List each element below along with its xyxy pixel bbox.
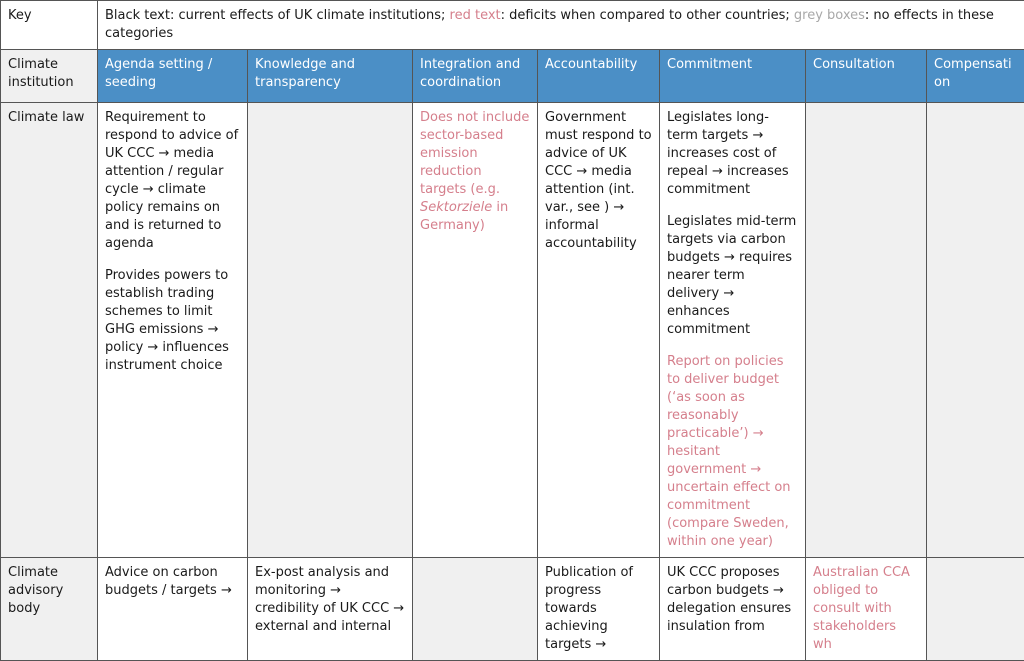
cell-climate-law-accountability: Government must respond to advice of UK CCC → media attention (int. var., see ) → informal accountability	[538, 103, 660, 558]
header-consultation: Consultation	[806, 50, 927, 103]
cell-climate-law-consultation-empty	[806, 103, 927, 558]
header-compensation: Compensation	[927, 50, 1024, 103]
key-description	[98, 1, 1024, 50]
cell-climate-law-knowledge-empty	[248, 103, 413, 558]
cell-paragraph: Legislates mid-term targets via carbon budgets → requires nearer term delivery → enhances commitment	[667, 213, 798, 339]
cell-advisory-consultation: Australian CCA obliged to consult with stakeholders wh	[806, 558, 927, 661]
key-grey-desc: : no effects in these categories	[105, 8, 994, 41]
cell-paragraph: Requirement to respond to advice of UK CCC → media attention / regular cycle → climate policy remains on and is returned to agenda	[105, 109, 240, 253]
row-climate-law	[1, 103, 1024, 558]
header-knowledge-transparency: Knowledge and transparency	[248, 50, 413, 103]
header-commitment: Commitment	[660, 50, 806, 103]
header-row	[1, 50, 1024, 103]
cell-paragraph: Legislates long-term targets → increases cost of repeal → increases commitment	[667, 109, 798, 199]
key-row	[1, 1, 1024, 50]
row-climate-advisory-body	[1, 558, 1024, 661]
cell-paragraph: Provides powers to establish trading schemes to limit GHG emissions → policy → influences instrument choice	[105, 267, 240, 375]
key-red-text: red text	[450, 8, 501, 23]
cell-advisory-agenda: Advice on carbon budgets / targets →	[98, 558, 248, 661]
integration-text-pre: Does not include sector-based emission reduction targets (e.g.	[420, 110, 529, 197]
key-label: Key	[1, 1, 98, 50]
cell-climate-law-compensation-empty	[927, 103, 1024, 558]
integration-text-post: in Germany)	[420, 200, 508, 233]
cell-advisory-integration-empty	[413, 558, 538, 661]
cell-advisory-knowledge: Ex-post analysis and monitoring → credibility of UK CCC → external and internal	[248, 558, 413, 661]
header-agenda-setting: Agenda setting / seeding	[98, 50, 248, 103]
cell-advisory-commitment: UK CCC proposes carbon budgets → delegation ensures insulation from	[660, 558, 806, 661]
row-label-climate-law: Climate law	[1, 103, 98, 558]
key-grey-text: grey boxes	[794, 8, 865, 23]
header-integration-coordination: Integration and coordination	[413, 50, 538, 103]
cell-climate-law-commitment	[660, 103, 806, 558]
cell-advisory-accountability: Publication of progress towards achieving targets →	[538, 558, 660, 661]
header-accountability: Accountability	[538, 50, 660, 103]
key-black-text: Black text: current effects of UK climate institutions;	[105, 8, 450, 23]
integration-text-italic: Sektorziele	[420, 200, 492, 215]
cell-climate-law-integration	[413, 103, 538, 558]
cell-climate-law-agenda	[98, 103, 248, 558]
key-red-desc: : deficits when compared to other countries;	[501, 8, 794, 23]
row-label-climate-advisory-body: Climate advisory body	[1, 558, 98, 661]
header-climate-institution: Climate institution	[1, 50, 98, 103]
cell-paragraph-deficit: Report on policies to deliver budget (‘as soon as reasonably practicable’) → hesitant government → uncertain effect on commitment (compare Sweden, within one year)	[667, 353, 798, 551]
cell-advisory-compensation-empty	[927, 558, 1024, 661]
